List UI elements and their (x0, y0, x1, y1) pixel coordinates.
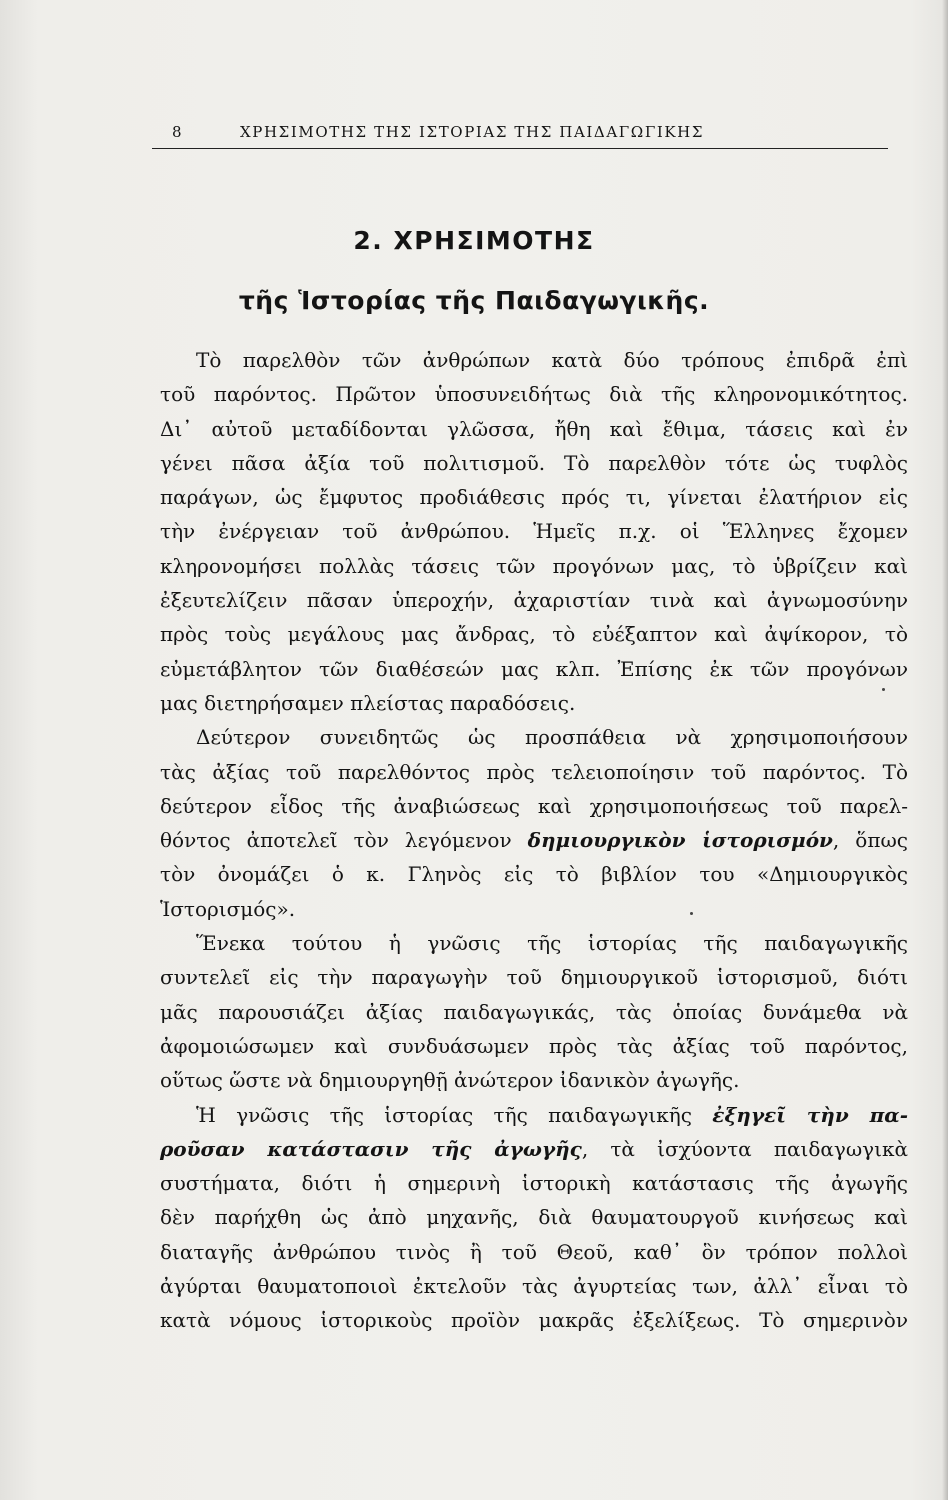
text-line: Ἕνεκα τούτου ἡ γνῶσις τῆς ἱστορίας τῆς παιδαγωγικῆς (196, 931, 908, 956)
text-run: , τὰ ἰσχύοντα παιδαγωγικὰ (581, 1136, 908, 1161)
text-line: Δεύτερον συνειδητῶς ὡς προσπάθεια νὰ χρησιμοποιήσουν (196, 725, 908, 750)
text-line (160, 823, 908, 857)
text-line: γένει πᾶσα ἀξία τοῦ πολιτισμοῦ. Τὸ παρελθὸν τότε ὡς τυφλὸς (160, 450, 908, 475)
text-line: Τὸ παρελθὸν τῶν ἀνθρώπων κατὰ δύο τρόπους ἐπιδρᾶ ἐπὶ (196, 348, 908, 372)
text-line: ἀγύρται θαυματοποιοὶ ἐκτελοῦν τὰς ἀγυρτείας των, ἀλλ᾽ εἶναι τὸ (160, 1274, 908, 1299)
text-run: Ἡ γνῶσις τῆς ἱστορίας τῆς παιδαγωγικῆς (196, 1102, 713, 1127)
text-run: θόντος ἀποτελεῖ τὸν λεγόμενον (160, 828, 528, 853)
text-line: μας διετηρήσαμεν πλείστας παραδόσεις. (160, 690, 576, 715)
text-line: μᾶς παρουσιάζει ἀξίας παιδαγωγικάς, τὰς ὁποίας δυνάμεθα νὰ (160, 999, 908, 1024)
text-line: τοῦ παρόντος. Πρῶτον ὑποσυνειδήτως διὰ τῆς κληρονομικότητος. (160, 382, 908, 407)
running-title: ΧΡΗΣΙΜΟΤΗΣ ΤΗΣ ΙΣΤΟΡΙΑΣ ΤΗΣ ΠΑΙΔΑΓΩΓΙΚΗΣ (240, 123, 705, 141)
text-line: Ἱστορισμός». (160, 896, 296, 921)
text-line: ἀφομοιώσωμεν καὶ συνδυάσωμεν πρὸς τὰς ἀξίας τοῦ παρόντος, (160, 1033, 908, 1058)
text-line: εὐμετάβλητον τῶν διαθέσεών μας κλπ. Ἐπίσης ἐκ τῶν προγόνων (160, 656, 908, 681)
text-run: , ὅπως (832, 828, 909, 853)
text-line: συντελεῖ εἰς τὴν παραγωγὴν τοῦ δημιουργικοῦ ἱστορισμοῦ, διότι (160, 965, 908, 990)
paper-speck (690, 912, 693, 915)
text-line: δεύτερον εἶδος τῆς ἀναβιώσεως καὶ χρησιμοποιήσεως τοῦ παρελ- (160, 793, 908, 818)
text-line: διαταγῆς ἀνθρώπου τινὸς ἢ τοῦ Θεοῦ, καθ᾽ ὃν τρόπον πολλοὶ (160, 1239, 908, 1264)
running-header (152, 118, 888, 149)
text-line (160, 1098, 908, 1132)
text-line (160, 1132, 908, 1166)
page-edge-shadow (942, 0, 948, 1500)
text-line: δὲν παρήχθη ὡς ἀπὸ μηχανῆς, διὰ θαυματουργοῦ κινήσεως καὶ (160, 1205, 908, 1230)
emphasized-term: δημιουργικὸν ἱστορισμόν (527, 828, 833, 853)
paper-speck (882, 688, 885, 691)
emphasized-term: ροῦσαν κατάστασιν τῆς ἀγωγῆς (160, 1136, 582, 1161)
text-line: ἐξευτελίζειν πᾶσαν ὑπεροχήν, ἀχαριστίαν τινὰ καὶ ἀγνωμοσύνην (160, 588, 908, 613)
text-line: Δι᾽ αὐτοῦ μεταδίδονται γλῶσσα, ἤθη καὶ ἔθιμα, τάσεις καὶ ἐν (160, 416, 908, 441)
text-line: οὕτως ὥστε νὰ δημιουργηθῇ ἀνώτερον ἰδανικὸν ἀγωγῆς. (160, 1068, 740, 1093)
text-line: τὴν ἐνέργειαν τοῦ ἀνθρώπου. Ἡμεῖς π.χ. οἱ Ἕλληνες ἔχομεν (160, 519, 908, 544)
text-line: κατὰ νόμους ἱστορικοὺς προϊὸν μακρᾶς ἐξελίξεως. Τὸ σημερινὸν (160, 1308, 908, 1333)
emphasized-term: ἐξηγεῖ τὴν πα- (712, 1102, 908, 1127)
text-line: πρὸς τοὺς μεγάλους μας ἄνδρας, τὸ εὐέξαπτον καὶ ἀψίκορον, τὸ (160, 622, 908, 647)
text-line: κληρονομήσει πολλὰς τάσεις τῶν προγόνων μας, τὸ ὑβρίζειν καὶ (160, 553, 908, 578)
text-line: συστήματα, διότι ἡ σημερινὴ ἱστορικὴ κατάστασις τῆς ἀγωγῆς (160, 1171, 908, 1196)
page-number: 8 (172, 123, 183, 141)
body-text (160, 343, 908, 1338)
text-line: παράγων, ὡς ἔμφυτος προδιάθεσις πρός τι, γίνεται ἐλατήριον εἰς (160, 485, 908, 510)
chapter-subtitle: τῆς Ἱστορίας τῆς Παιδαγωγικῆς. (238, 286, 710, 315)
chapter-title: 2. ΧΡΗΣΙΜΟΤΗΣ (353, 226, 595, 255)
text-line: τὸν ὀνομάζει ὁ κ. Γληνὸς εἰς τὸ βιβλίον του «Δημιουργικὸς (160, 862, 908, 887)
text-line: τὰς ἀξίας τοῦ παρελθόντος πρὸς τελειοποίησιν τοῦ παρόντος. Τὸ (160, 759, 908, 784)
